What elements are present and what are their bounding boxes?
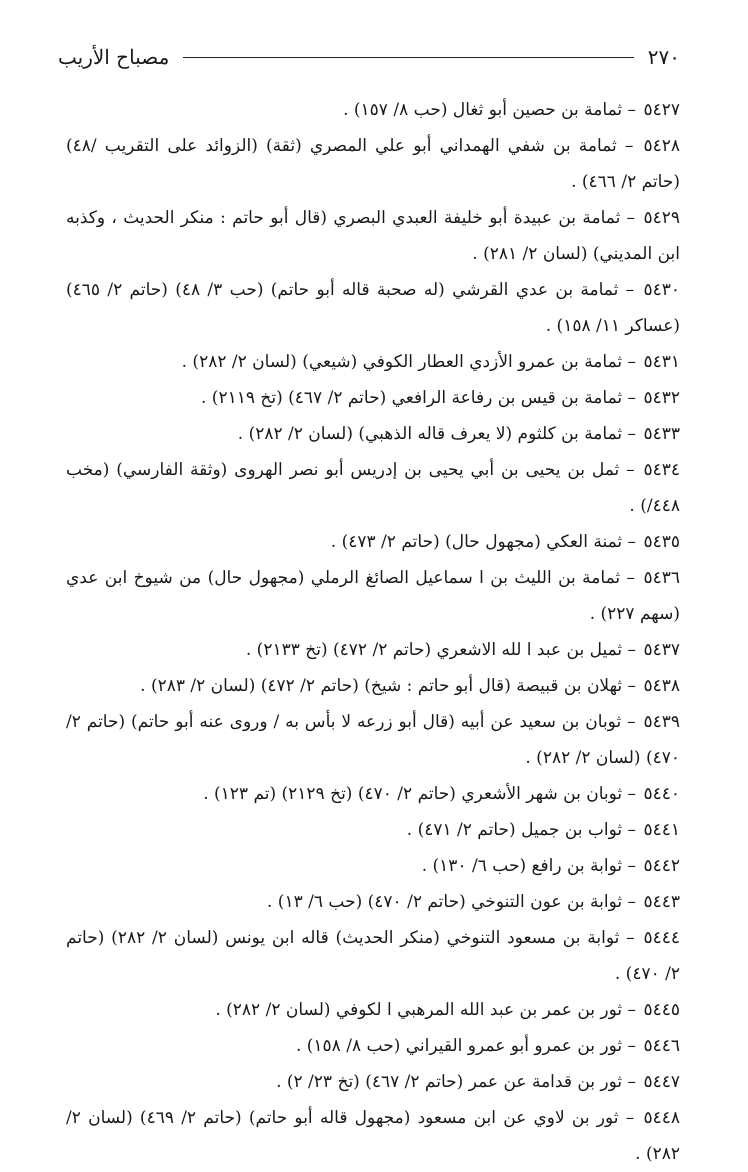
entry: ٥٤٣٣ – ثمامة بن كلثوم (لا يعرف قاله الذهبي) (لسان ٢/ ٢٨٢) . [237, 424, 680, 444]
entry-text: ثواب بن جميل (حاتم ٢/ ٤٧١) . [406, 820, 623, 840]
entry-text: ثور بن لاوي عن ابن مسعود (مجهول قاله أبو حاتم) (حاتم ٢/ ٤٦٩) (لسان ٢/ ٢٨٢) . [66, 1108, 680, 1164]
entry: ٥٤٤٣ – ثوابة بن عون التنوخي (حاتم ٢/ ٤٧٠) (حب ٦/ ١٣) . [267, 892, 680, 912]
entry-text: ثمامة بن عدي القرشي (له صحبة قاله أبو حاتم) (حب ٣/ ٤٨) (حاتم ٢/ ٤٦٥) (عساكر ١١/ ١٥٨) . [66, 280, 680, 336]
entry-text: ثوبان بن شهر الأشعري (حاتم ٢/ ٤٧٠) (تخ ٢١٢٩) (تم ١٢٣) . [203, 784, 623, 804]
entry-text: ثمامة بن عبيدة أبو خليفة العبدي البصري (قال أبو حاتم : منكر الحديث ، وكذبه ابن المديني) (لسان ٢/ ٢٨١) . [66, 208, 680, 264]
entry-number: ٥٤٤٤ [643, 928, 681, 948]
entry: ٥٤٤٥ – ثور بن عمر بن عبد الله المرهبي ا لكوفي (لسان ٢/ ٢٨٢) . [215, 1000, 680, 1020]
entry: ٥٤٣٥ – ثمنة العكي (مجهول حال) (حاتم ٢/ ٤٧٣) . [330, 532, 680, 552]
entry-number: ٥٤٢٨ [643, 136, 681, 156]
entry-number: ٥٤٤٢ [643, 856, 680, 876]
entry: ٥٤٤٨ – ثور بن لاوي عن ابن مسعود (مجهول قاله أبو حاتم) (حاتم ٢/ ٤٦٩) (لسان ٢/ ٢٨٢) . [66, 1108, 680, 1164]
entries-list [66, 92, 680, 1172]
entry-number: ٥٤٢٧ [643, 100, 680, 120]
page-number: ٢٧٠ [647, 45, 680, 69]
entry-number: ٥٤٣٥ [643, 532, 680, 552]
entry-number: ٥٤٣٨ [643, 676, 680, 696]
entry: ٥٤٤١ – ثواب بن جميل (حاتم ٢/ ٤٧١) . [406, 820, 680, 840]
entry: ٥٤٤٢ – ثوابة بن رافع (حب ٦/ ١٣٠) . [421, 856, 680, 876]
entry: ٥٤٤٤ – ثوابة بن مسعود التنوخي (منكر الحديث) قاله ابن يونس (لسان ٢/ ٢٨٢) (حاتم ٢/ ٤٧٠) . [66, 928, 681, 984]
entry-number: ٥٤٤٣ [643, 892, 680, 912]
entry-number: ٥٤٣١ [643, 352, 680, 372]
header-rule [183, 57, 633, 58]
entry-text: ثوابة بن عون التنوخي (حاتم ٢/ ٤٧٠) (حب ٦/ ١٣) . [267, 892, 623, 912]
entry: ٥٤٣٠ – ثمامة بن عدي القرشي (له صحبة قاله أبو حاتم) (حب ٣/ ٤٨) (حاتم ٢/ ٤٦٥) (عساكر ١١/ ١٥٨) . [66, 280, 680, 336]
entry: ٥٤٤٧ – ثور بن قدامة عن عمر (حاتم ٢/ ٤٦٧) (تخ ٢٣/ ٢) . [276, 1072, 680, 1092]
entry-number: ٥٤٣٠ [643, 280, 680, 300]
entry-number: ٥٤٤٧ [643, 1072, 680, 1092]
entry-number: ٥٤٣٤ [643, 460, 680, 480]
entry-text: ثور بن قدامة عن عمر (حاتم ٢/ ٤٦٧) (تخ ٢٣/ ٢) . [276, 1072, 623, 1092]
entry: ٥٤٤٠ – ثوبان بن شهر الأشعري (حاتم ٢/ ٤٧٠) (تخ ٢١٢٩) (تم ١٢٣) . [203, 784, 680, 804]
entry-text: ثور بن عمر بن عبد الله المرهبي ا لكوفي (لسان ٢/ ٢٨٢) . [215, 1000, 623, 1020]
entry-text: ثمل بن يحيى بن أبي يحيى بن إدريس أبو نصر الهروى (وثقة الفارسي) (مخب ٤٤٨/) . [66, 460, 680, 516]
entry-number: ٥٤٣٦ [643, 568, 680, 588]
entry: ٥٤٣٨ – ثهلان بن قبيصة (قال أبو حاتم : شيخ) (حاتم ٢/ ٤٧٢) (لسان ٢/ ٢٨٣) . [140, 676, 680, 696]
entry-number: ٥٤٣٩ [643, 712, 681, 732]
entry: ٥٤٣٩ – ثوبان بن سعيد عن أبيه (قال أبو زرعه لا بأس به / وروى عنه أبو حاتم) (حاتم ٢/ ٤٧٠) (لسان ٢/ ٢٨٢) . [66, 712, 681, 768]
entry-text: ثمامة بن كلثوم (لا يعرف قاله الذهبي) (لسان ٢/ ٢٨٢) . [237, 424, 623, 444]
entry-number: ٥٤٤٦ [643, 1036, 680, 1056]
entry: ٥٤٣٢ – ثمامة بن قيس بن رفاعة الرافعي (حاتم ٢/ ٤٦٧) (تخ ٢١١٩) . [201, 388, 680, 408]
page-header [58, 40, 680, 74]
book-title: مصباح الأريب [58, 45, 170, 69]
entry-text: ثمامة بن عمرو الأزدي العطار الكوفي (شيعي) (لسان ٢/ ٢٨٢) . [181, 352, 623, 372]
entry-text: ثوابة بن رافع (حب ٦/ ١٣٠) . [421, 856, 623, 876]
entry: ٥٤٣٧ – ثميل بن عبد ا لله الاشعري (حاتم ٢/ ٤٧٢) (تخ ٢١٣٣) . [245, 640, 680, 660]
entry: ٥٤٣٤ – ثمل بن يحيى بن أبي يحيى بن إدريس أبو نصر الهروى (وثقة الفارسي) (مخب ٤٤٨/) . [66, 460, 680, 516]
entry-text: ثمامة بن شفي الهمداني أبو علي المصري (ثقة) (الزوائد على التقريب /٤٨) (حاتم ٢/ ٤٦٦) . [66, 136, 680, 192]
entry-text: ثمامة بن الليث بن ا سماعيل الصائغ الرملي (مجهول حال) من شيوخ ابن عدي (سهم ٢٢٧) . [66, 568, 680, 624]
entry-number: ٥٤٣٧ [643, 640, 680, 660]
entry-number: ٥٤٣٢ [643, 388, 680, 408]
entry-text: ثوابة بن مسعود التنوخي (منكر الحديث) قاله ابن يونس (لسان ٢/ ٢٨٢) (حاتم ٢/ ٤٧٠) . [66, 928, 680, 984]
entry: ٥٤٣١ – ثمامة بن عمرو الأزدي العطار الكوفي (شيعي) (لسان ٢/ ٢٨٢) . [181, 352, 680, 372]
entry-number: ٥٤٢٩ [643, 208, 681, 228]
entry-text: ثمامة بن حصين أبو ثغال (حب ٨/ ١٥٧) . [343, 100, 623, 120]
entry-text: ثور بن عمرو أبو عمرو القيراني (حب ٨/ ١٥٨) . [295, 1036, 623, 1056]
entry-number: ٥٤٤٥ [643, 1000, 680, 1020]
entry-number: ٥٤٣٣ [643, 424, 680, 444]
entry: ٥٤٣٦ – ثمامة بن الليث بن ا سماعيل الصائغ الرملي (مجهول حال) من شيوخ ابن عدي (سهم ٢٢٧) . [66, 568, 680, 624]
entry-text: ثميل بن عبد ا لله الاشعري (حاتم ٢/ ٤٧٢) (تخ ٢١٣٣) . [245, 640, 623, 660]
entry-text: ثمنة العكي (مجهول حال) (حاتم ٢/ ٤٧٣) . [330, 532, 623, 552]
entry-number: ٥٤٤٨ [643, 1108, 680, 1128]
entry: ٥٤٢٨ – ثمامة بن شفي الهمداني أبو علي المصري (ثقة) (الزوائد على التقريب /٤٨) (حاتم ٢/ ٤٦٦) . [66, 136, 681, 192]
entry: ٥٤٤٦ – ثور بن عمرو أبو عمرو القيراني (حب ٨/ ١٥٨) . [295, 1036, 680, 1056]
entry: ٥٤٢٩ – ثمامة بن عبيدة أبو خليفة العبدي البصري (قال أبو حاتم : منكر الحديث ، وكذبه ابن المديني) (لسان ٢/ ٢٨١) . [66, 208, 681, 264]
entry: ٥٤٢٧ – ثمامة بن حصين أبو ثغال (حب ٨/ ١٥٧) . [343, 100, 680, 120]
entry-number: ٥٤٤٠ [643, 784, 680, 804]
entry-number: ٥٤٤١ [643, 820, 680, 840]
entry-text: ثهلان بن قبيصة (قال أبو حاتم : شيخ) (حاتم ٢/ ٤٧٢) (لسان ٢/ ٢٨٣) . [140, 676, 623, 696]
entry-text: ثمامة بن قيس بن رفاعة الرافعي (حاتم ٢/ ٤٦٧) (تخ ٢١١٩) . [201, 388, 623, 408]
entry-text: ثوبان بن سعيد عن أبيه (قال أبو زرعه لا بأس به / وروى عنه أبو حاتم) (حاتم ٢/ ٤٧٠) (لسان ٢/ ٢٨٢) . [66, 712, 680, 768]
